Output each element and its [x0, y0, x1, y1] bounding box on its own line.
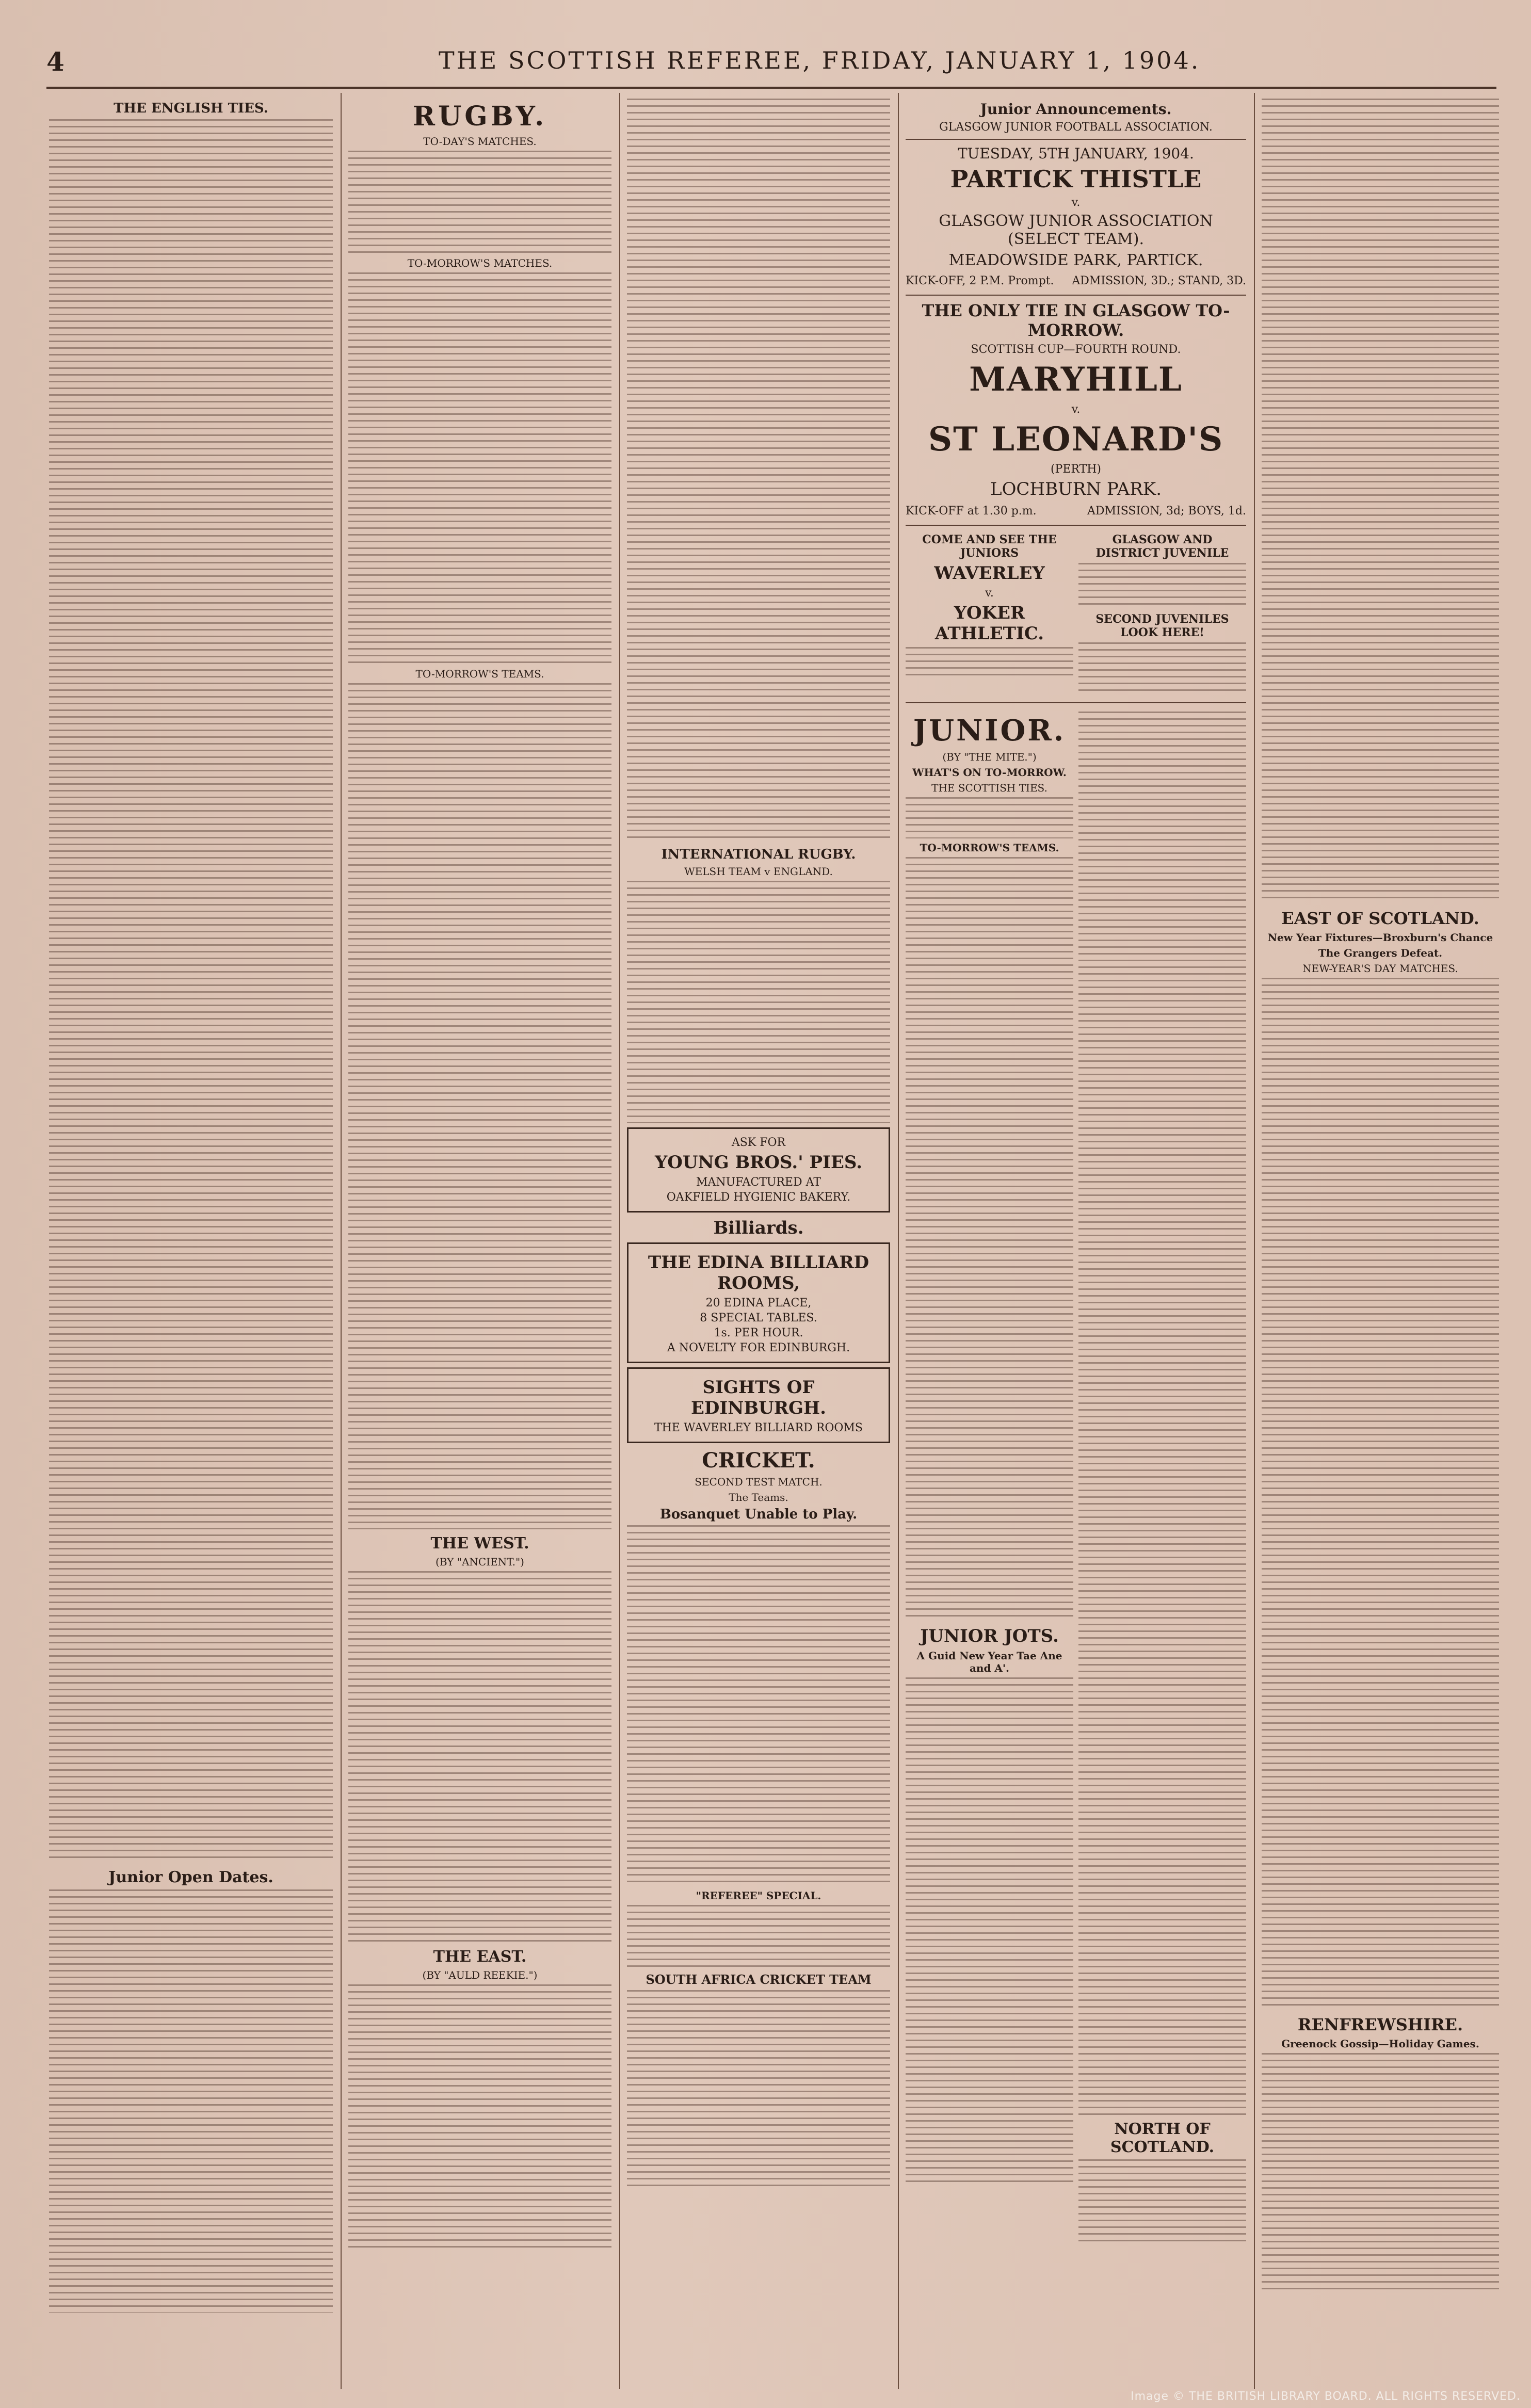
divider [906, 139, 1246, 140]
ad-title: THE EDINA BILLIARD ROOMS, [648, 1252, 869, 1294]
ticket-info [906, 503, 1246, 520]
subhead: TO-MORROW'S TEAMS. [920, 842, 1059, 854]
headline-south-africa-cricket: SOUTH AFRICA CRICKET TEAM [646, 1972, 872, 1987]
team-town: (PERTH) [1050, 463, 1102, 476]
ad-title: SIGHTS OF EDINBURGH. [690, 1377, 827, 1418]
team-name: ST LEONARD'S [928, 420, 1224, 459]
subhead-todays-matches: TO-DAY'S MATCHES. [423, 135, 537, 148]
junior-column-left [906, 708, 1073, 2245]
masthead-rule [46, 87, 1496, 89]
divider [906, 702, 1246, 703]
column-5 [1262, 95, 1499, 2386]
advertisement-edina [627, 1242, 890, 1363]
versus: v. [1071, 403, 1081, 416]
admission: ADMISSION, 3D.; STAND, 3D. [1072, 274, 1246, 287]
article-body [49, 119, 333, 1863]
article-body [627, 99, 890, 842]
column-rule [1254, 93, 1255, 2389]
article-body [348, 1984, 611, 2253]
headline-rugby: RUGBY. [412, 101, 547, 132]
article-body [1262, 978, 1499, 2010]
team-name: MARYHILL [969, 360, 1183, 399]
fixture-list [348, 272, 611, 665]
ad-text: 1s. PER HOUR. [714, 1327, 803, 1339]
divider [906, 525, 1246, 526]
ad-title: COME AND SEE THE JUNIORS [922, 533, 1057, 560]
team-lists [906, 857, 1073, 1621]
subhead: The Grangers Defeat. [1318, 947, 1443, 959]
article-body [627, 1525, 890, 1886]
junior-column-right [1078, 708, 1246, 2245]
venue: LOCHBURN PARK. [990, 479, 1162, 499]
headline-international-rugby: INTERNATIONAL RUGBY. [661, 847, 856, 862]
ad-text: 20 EDINA PLACE, [705, 1297, 812, 1310]
fixture-list [906, 797, 1073, 838]
ad-body [1078, 563, 1246, 609]
headline-the-west: THE WEST. [430, 1534, 529, 1553]
byline: (BY "AULD REEKIE.") [422, 1969, 538, 1981]
fixture-list [348, 151, 611, 254]
column-2 [348, 95, 611, 2386]
subhead-tomorrows-matches: TO-MORROW'S MATCHES. [407, 257, 553, 269]
divider [906, 295, 1246, 296]
headline-billiards: Billiards. [713, 1218, 804, 1238]
article-body [627, 1905, 890, 1967]
ad-text: MANUFACTURED AT [696, 1176, 821, 1189]
ad-title: GLASGOW AND DISTRICT JUVENILE [1095, 533, 1229, 560]
versus: v. [985, 587, 994, 600]
article-body [1262, 99, 1499, 903]
column-rule [898, 93, 899, 2389]
headline-english-ties: THE ENGLISH TIES. [114, 101, 268, 116]
venue: MEADOWSIDE PARK, PARTICK. [948, 251, 1203, 269]
subhead-bosanquet: Bosanquet Unable to Play. [659, 1507, 858, 1522]
article-body [1078, 2159, 1246, 2242]
competition: SCOTTISH CUP—FOURTH ROUND. [971, 343, 1181, 356]
ad-waverley [906, 531, 1073, 697]
column-3 [627, 95, 890, 2386]
article-body [348, 1571, 611, 1943]
headline-east-of-scotland: EAST OF SCOTLAND. [1281, 909, 1479, 928]
ad-text: 8 SPECIAL TABLES. [700, 1312, 817, 1324]
subhead: Greenock Gossip—Holiday Games. [1281, 2038, 1479, 2050]
ad-juvenile [1078, 531, 1246, 697]
subhead: A Guid New Year Tae Ane and A'. [916, 1650, 1062, 1674]
subhead: THE SCOTTISH TIES. [931, 782, 1047, 794]
ticket-info [906, 272, 1246, 289]
subhead: NEW-YEAR'S DAY MATCHES. [1302, 962, 1458, 975]
ad-title: SECOND JUVENILES LOOK HERE! [1095, 612, 1229, 639]
fixture-list [627, 1990, 890, 2186]
subhead-second-test: SECOND TEST MATCH. [695, 1476, 823, 1488]
classifieds-body [49, 1889, 333, 2313]
column-4 [906, 95, 1246, 2386]
advertisement-waverley [627, 1367, 890, 1443]
association-name: GLASGOW JUNIOR FOOTBALL ASSOCIATION. [939, 121, 1213, 134]
advertisement-pies [627, 1127, 890, 1213]
kickoff: KICK-OFF, 2 P.M. Prompt. [906, 274, 1054, 287]
subhead-referee-special: "REFEREE" SPECIAL. [696, 1889, 821, 1902]
versus: v. [1071, 196, 1081, 209]
headline-renfrewshire: RENFREWSHIRE. [1297, 2015, 1463, 2034]
ad-title: YOUNG BROS.' PIES. [654, 1152, 863, 1173]
column-rule [619, 93, 620, 2389]
junior-columns [906, 708, 1246, 2245]
column-1 [49, 95, 333, 2386]
match-date: TUESDAY, 5TH JANUARY, 1904. [958, 145, 1194, 162]
admission: ADMISSION, 3d; BOYS, 1d. [1087, 505, 1246, 518]
article-body [1078, 712, 1246, 2115]
subhead: New Year Fixtures—Broxburn's Chance [1267, 931, 1493, 944]
headline-junior: JUNIOR. [913, 714, 1066, 748]
team-lists [348, 683, 611, 1529]
ad-body [1078, 642, 1246, 694]
ad-title: THE ONLY TIE IN GLASGOW TO-MORROW. [922, 301, 1230, 340]
team-name: PARTICK THISTLE [950, 165, 1202, 193]
byline: (BY "ANCIENT.") [436, 1556, 524, 1568]
masthead [46, 46, 1496, 77]
image-credit: Image © THE BRITISH LIBRARY BOARD. ALL RIGHTS RESERVED. [1131, 2390, 1521, 2403]
headline-junior-open-dates: Junior Open Dates. [108, 1868, 273, 1886]
article-body [1262, 2053, 1499, 2290]
subhead-the-teams: The Teams. [729, 1491, 788, 1504]
ad-body [906, 647, 1073, 678]
team-list [627, 881, 890, 1123]
subhead: WHAT'S ON TO-MORROW. [912, 766, 1067, 779]
subhead-tomorrows-teams: TO-MORROW'S TEAMS. [415, 668, 544, 680]
headline-junior-jots: JUNIOR JOTS. [920, 1626, 1059, 1646]
headline-the-east: THE EAST. [433, 1948, 527, 1966]
team-name: YOKER ATHLETIC. [934, 603, 1044, 644]
ad-text: THE WAVERLEY BILLIARD ROOMS [654, 1421, 863, 1434]
byline: (BY "THE MITE.") [942, 751, 1037, 763]
ad-text: ASK FOR [731, 1136, 786, 1149]
team-name: GLASGOW JUNIOR ASSOCIATION (SELECT TEAM). [939, 212, 1213, 248]
headline-cricket: CRICKET. [702, 1448, 815, 1473]
article-body [906, 1677, 1073, 2183]
page-number: 4 [46, 46, 65, 77]
newspaper-title: THE SCOTTISH REFEREE, FRIDAY, JANUARY 1, 1904. [439, 46, 1201, 74]
kickoff: KICK-OFF at 1.30 p.m. [906, 505, 1037, 518]
headline-junior-announcements: Junior Announcements. [980, 101, 1172, 118]
ad-text: A NOVELTY FOR EDINBURGH. [667, 1342, 850, 1354]
column-rule [341, 93, 342, 2389]
team-name: WAVERLEY [934, 563, 1045, 584]
ad-text: OAKFIELD HYGIENIC BAKERY. [666, 1191, 851, 1204]
headline-north-of-scotland: NORTH OF SCOTLAND. [1110, 2120, 1215, 2156]
subhead-welsh-team: WELSH TEAM v ENGLAND. [684, 865, 833, 878]
small-ads-row [906, 531, 1246, 697]
